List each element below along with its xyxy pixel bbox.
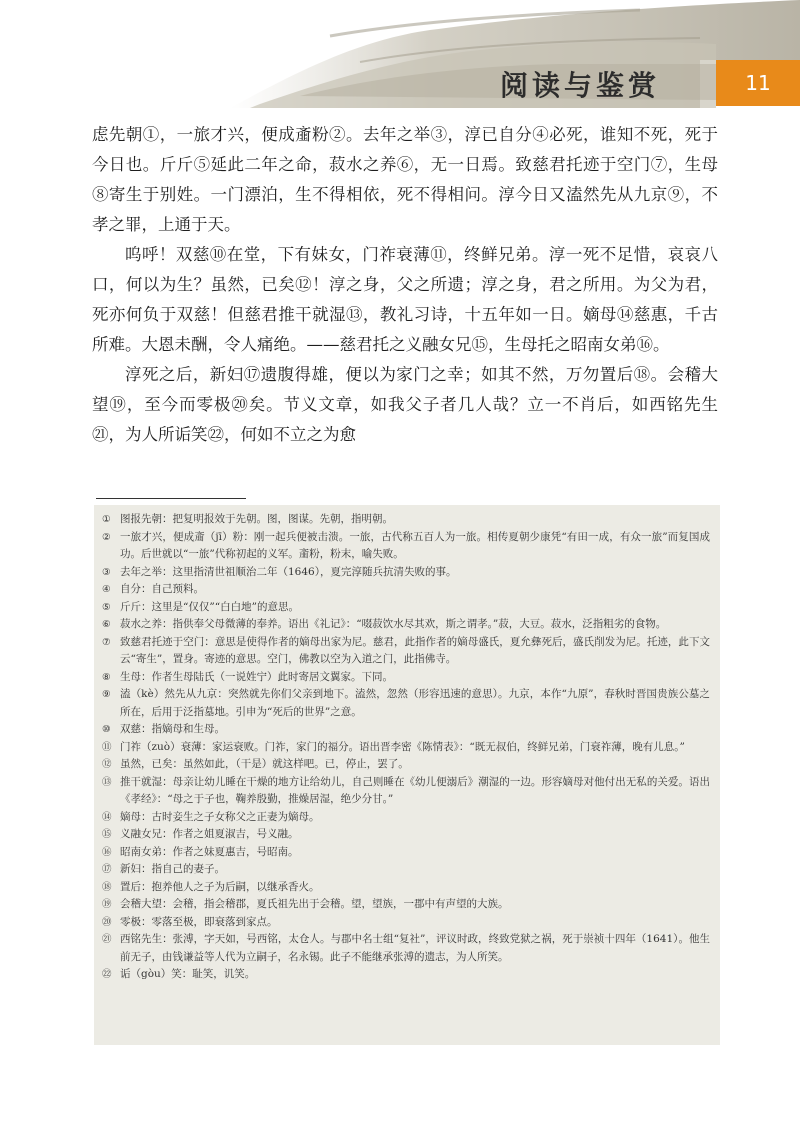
footnote — [102, 861, 710, 879]
footnotes-box — [94, 505, 720, 1045]
footnote — [102, 721, 710, 739]
footnote-number: ① — [102, 514, 111, 525]
footnote — [102, 879, 710, 897]
footnote-text: 义融女兄：作者之姐夏淑吉，号义融。 — [120, 828, 299, 840]
footnote — [102, 809, 710, 827]
footnote-number: ③ — [102, 566, 111, 578]
footnote-number: ⑪ — [102, 741, 112, 753]
footnote-text: 诟（gòu）笑：耻笑，讥笑。 — [120, 968, 256, 980]
footnote-text: 零极：零落至极，即衰落到家点。 — [120, 915, 278, 928]
paragraph: 淳死之后，新妇⑰遗腹得雄，便以为家门之幸；如其不然，万勿置后⑱。会稽大望⑲，至今而零极⑳矣。节义文章，如我父子者几人哉？立一不肖后，如西铭先生㉑，为人所诟笑㉒，何如不立之为愈 — [92, 365, 718, 444]
footnote — [102, 511, 710, 529]
footnote-number: ⑥ — [102, 619, 111, 630]
footnote — [102, 564, 710, 582]
footnote-text: 新妇：指自己的妻子。 — [120, 863, 225, 875]
paragraph: 虑先朝①，一旅才兴，便成齑粉②。去年之举③，淳已自分④必死，谁知不死，死于今日也。斤斤⑤延此二年之命，菽水之养⑥，无一日焉。致慈君托迹于空门⑦，生母⑧寄生于别姓。一门漂泊，生不得相依，死不得相问。淳今日又溘然先从九京⑨，不孝之罪，上通于天。 — [92, 125, 718, 234]
footnote — [102, 686, 710, 721]
footnote-number: ⑲ — [102, 899, 112, 910]
footnote-text: 西铭先生：张溥，字天如，号西铭，太仓人。与郡中名士组“复社”，评议时政，终致党狱之祸，死于崇祯十四年（1641）。他生前无子，由钱谦益等人代为立嗣子，名永锡。此子不能继承张溥的遗志，为人所笑。 — [120, 933, 710, 963]
footnote-number: ㉑ — [102, 934, 112, 945]
footnote-text: 会稽大望：会稽，指会稽郡，夏氏祖先出于会稽。望，望族，一郡中有声望的大族。 — [120, 898, 509, 910]
footnote-number: ⑰ — [102, 864, 112, 875]
footnote-number: ㉒ — [102, 969, 112, 980]
footnote-number: ⑭ — [102, 811, 112, 823]
footnote — [102, 914, 710, 932]
footnote-number: ⑮ — [102, 829, 112, 840]
footnote — [102, 529, 710, 564]
footnote — [102, 844, 710, 862]
footnote-number: ⑱ — [102, 881, 112, 893]
footnote-text: 置后：抱养他人之子为后嗣，以继承香火。 — [120, 880, 320, 893]
footnote-text: 斤斤：这里是“仅仅”“白白地”的意思。 — [120, 600, 299, 613]
footnote-text: 昭南女弟：作者之妹夏惠吉，号昭南。 — [120, 845, 299, 858]
footnote — [102, 616, 710, 634]
footnote — [102, 756, 710, 774]
footnote — [102, 826, 710, 844]
footnote — [102, 634, 710, 669]
footnote-number: ⑦ — [102, 636, 111, 648]
footnote-number: ⑯ — [102, 846, 112, 858]
footnote-text: 溘（kè）然先从九京：突然就先你们父亲到地下。溘然，忽然（形容迅速的意思）。九京，本作“九原”，春秋时晋国贵族公墓之所在，后用于泛指墓地。引申为“死后的世界”之意。 — [120, 688, 710, 718]
footnote — [102, 669, 710, 687]
footnote — [102, 774, 710, 809]
footnote-number: ⑨ — [102, 689, 111, 700]
footnote-number: ⑧ — [102, 671, 111, 683]
footnote — [102, 739, 710, 757]
footnote-number: ⑳ — [102, 916, 112, 928]
footnote-number: ⑩ — [102, 724, 111, 735]
footnote-text: 虽然，已矣：虽然如此，（干是）就这样吧。已，停止，罢了。 — [120, 758, 409, 770]
footnote — [102, 966, 710, 984]
footnote-text: 双慈：指嫡母和生母。 — [120, 723, 225, 735]
footnote-text: 图报先朝：把复明报效于先朝。图，图谋。先朝，指明朝。 — [120, 513, 393, 525]
footnote-text: 门祚（zuò）衰薄：家运衰败。门祚，家门的福分。语出晋李密《陈情表》：“既无叔伯，终鲜兄弟，门衰祚薄，晚有儿息。” — [120, 740, 685, 753]
footnote-text: 去年之举：这里指清世祖顺治二年（1646），夏完淳随兵抗清失败的事。 — [120, 565, 457, 578]
footnote-number: ④ — [102, 584, 111, 595]
footnote — [102, 599, 710, 617]
footnote-number: ⑬ — [102, 776, 112, 788]
section-title: 阅读与鉴赏 — [500, 69, 661, 102]
footnote — [102, 896, 710, 914]
footnote-text: 嫡母：古时妾生之子女称父之正妻为嫡母。 — [120, 810, 320, 823]
paragraph: 呜呼！双慈⑩在堂，下有妹女，门祚衰薄⑪，终鲜兄弟。淳一死不足惜，哀哀八口，何以为生？虽然，已矣⑫！淳之身，父之所遗；淳之身，君之所用。为父为君，死亦何负于双慈！但慈君推干就湿⑬，教礼习诗，十五年如一日。嫡母⑭慈惠，千古所难。大恩未酬，令人痛绝。——慈君托之义融女兄⑮，生母托之昭南女弟⑯。 — [92, 245, 718, 354]
main-text — [92, 120, 718, 450]
footnote-text: 自分：自己预料。 — [120, 583, 204, 595]
footnote — [102, 931, 710, 966]
footnote-number: ⑫ — [102, 759, 112, 770]
footnote-text: 生母：作者生母陆氏（一说姓宁）此时寄居文翼家。下同。 — [120, 670, 393, 683]
footnote-text: 推干就湿：母亲让幼儿睡在干燥的地方让给幼儿，自己则睡在《幼儿便溺后》潮湿的一边。形容嫡母对他付出无私的关爱。语出《孝经》：“母之于子也，鞠养殷勤，推燥居湿，绝少分甘。” — [120, 775, 710, 805]
footnote-number: ⑤ — [102, 601, 111, 613]
footnote-text: 致慈君托迹于空门：意思是使得作者的嫡母出家为尼。慈君，此指作者的嫡母盛氏，夏允彝死后，盛氏削发为尼。托迹，此下文云“寄生”，置身。寄迹的意思。空门，佛教以空为入道之门，此指佛寺。 — [120, 635, 710, 665]
footnote-number: ② — [102, 531, 111, 543]
footnote-text: 一旅才兴，便成齑（jī）粉：刚一起兵便被击溃。一旅，古代称五百人为一旅。相传夏朝少康凭“有田一成，有众一旅”而复国成功。后世就以“一旅”代称初起的义军。齑粉，粉末，喻失败。 — [120, 530, 710, 560]
footnote-text: 菽水之养：指供奉父母微薄的奉养。语出《礼记》：“啜菽饮水尽其欢，斯之谓孝。”菽，大豆。菽水，泛指粗劣的食物。 — [120, 618, 667, 630]
footnote — [102, 581, 710, 599]
footnote-divider — [96, 498, 246, 499]
page-number-badge: 11 — [716, 60, 800, 106]
